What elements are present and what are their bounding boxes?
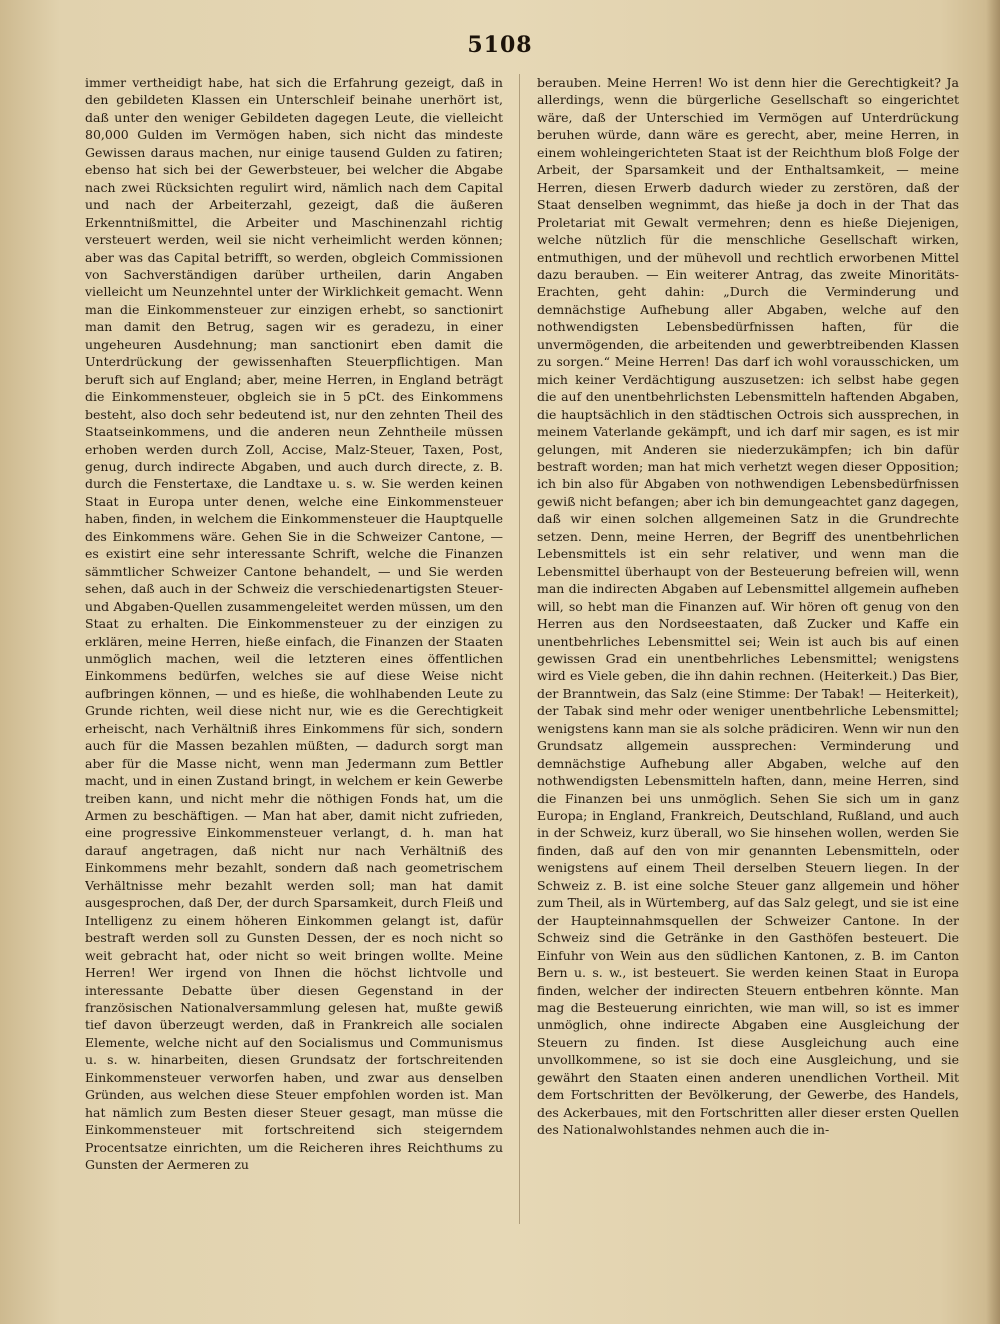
column-text: immer vertheidigt habe, hat sich die Erfahrung gezeigt, daß in den gebildeten Klassen ein Unterschleif beinahe unerhört ist, daß unter den weniger Gebildeten dagegen Leute, die vielleicht 80,000 Gulden im Vermögen haben, sich nicht das mindeste Gewissen daraus machen, nur einige tausend Gulden zu fatiren; ebenso hat sich bei der Gewerbsteuer, bei welcher die Abgabe nach zwei Rücksichten regulirt wird, nämlich nach dem Capital und nach der Arbeiterzahl, gezeigt, daß die äußeren Erkenntnißmittel, die Arbeiter und Maschinenzahl richtig versteuert werden, weil sie nicht verheimlicht werden können; aber was das Capital betrifft, so werden, obgleich Commissionen von Sachverständigen darüber urtheilen, darin Angaben vielleicht um Neunzehntel unter der Wirklichkeit gemacht. Wenn man die Einkommensteuer zur einzigen erhebt, so sanctionirt man damit den Betrug, sagen wir es geradezu, in einer ungeheuren Ausdehnung; man sanctionirt eben damit die Unterdrückung der gewissenhaften Steuerpflichtigen. Man beruft sich auf England; aber, meine Herren, in England beträgt die Einkommensteuer, obgleich sie in 5 pCt. des Einkommens besteht, also doch sehr bedeutend ist, nur den zehnten Theil des Staatseinkommens, und die anderen neun Zehntheile müssen erhoben werden durch Zoll, Accise, Malz-Steuer, Taxen, Post, genug, durch indirecte Abgaben, und auch durch directe, z. B. durch die Fenstertaxe, die Landtaxe u. s. w. Sie werden keinen Staat in Europa unter denen, welche eine Einkommensteuer haben, finden, in welchem die Einkommensteuer die Hauptquelle des Einkommens wäre. Gehen Sie in die Schweizer Cantone, — es existirt eine sehr interessante Schrift, welche die Finanzen sämmtlicher Schweizer Cantone behandelt, — und Sie werden sehen, daß auch in der Schweiz die verschiedenartigsten Steuer- und Abgaben-Quellen zusammengeleitet werden müssen, um den Staat zu erhalten. Die Einkommensteuer zu der einzigen zu erklären, meine Herren, hieße einfach, die Finanzen der Staaten unmöglich machen, weil die letzteren eines öffentlichen Einkommens bedürfen, welches sie auf diese Weise nicht aufbringen können, — und es hieße, die wohlhabenden Leute zu Grunde richten, weil diese nicht nur, wie es die Gerechtigkeit erheischt, nach Verhältniß ihres Einkommens für sich, sondern auch für die Massen bezahlen müßten, — dadurch sorgt man aber für die Masse nicht, wenn man Jedermann zum Bettler macht, und in einen Zustand bringt, in welchem er kein Gewerbe treiben kann, und nicht mehr die nöthigen Fonds hat, um die Armen zu beschäftigen. — Man hat aber, damit nicht zufrieden, eine progressive Einkommensteuer verlangt, d. h. man hat darauf angetragen, daß nicht nur nach Verhältniß des Einkommens mehr bezahlt, sondern daß nach geometrischem Verhältnisse mehr bezahlt werden soll; man hat damit ausgesprochen, daß Der, der durch Sparsamkeit, durch Fleiß und Intelligenz zu einem höheren Einkommen gelangt ist, dafür bestraft werden soll zu Gunsten Dessen, der es noch nicht so weit gebracht hat, oder nicht so weit bringen wollte. Meine Herren! Wer irgend von Ihnen die höchst lichtvolle und interessante Debatte über diesen Gegenstand in der französischen Nationalversammlung gelesen hat, mußte gewiß tief davon überzeugt werden, daß in Frankreich alle socialen Elemente, welche nicht auf den Socialismus und Communismus u. s. w. hinarbeiten, diesen Grundsatz der fortschreitenden Einkommensteuer verworfen haben, und zwar aus denselben Gründen, aus welchen diese Steuer empfohlen worden ist. Man hat nämlich zum Besten dieser Steuer gesagt, man müsse die Einkommensteuer mit fortschreitend sich steigerndem Procentsatze einrichten, um die Reicheren ihres Reichthums zu Gunsten der Aermeren zu bbox=[85, 75, 503, 1173]
text-column-left bbox=[85, 74, 503, 1244]
text-column-right bbox=[537, 74, 959, 1244]
page-edge-shadow bbox=[986, 0, 1000, 1324]
column-divider bbox=[519, 74, 520, 1224]
page-number: 5108 bbox=[467, 32, 533, 58]
column-text: berauben. Meine Herren! Wo ist denn hier die Gerechtigkeit? Ja allerdings, wenn die bürgerliche Gesellschaft so eingerichtet wäre, daß der Unterschied im Vermögen auf Unterdrückung beruhen würde, dann wäre es gerecht, aber, meine Herren, in einem wohleingerichteten Staat ist der Reichthum bloß Folge der Arbeit, der Sparsamkeit und der Enthaltsamkeit, — meine Herren, diesen Erwerb dadurch wieder zu zerstören, daß der Staat denselben wegnimmt, das hieße ja doch in der That das Proletariat mit Gewalt vermehren; denn es hieße Diejenigen, welche nützlich für die menschliche Gesellschaft wirken, entmuthigen, und der mühevoll und rechtlich erworbenen Mittel dazu berauben. — Ein weiterer Antrag, das zweite Minoritäts-Erachten, geht dahin: „Durch die Verminderung und demnächstige Aufhebung aller Abgaben, welche auf den nothwendigsten Lebensbedürfnissen haften, für die unvermögenden, die arbeitenden und gewerbtreibenden Klassen zu sorgen.“ Meine Herren! Das darf ich wohl vorausschicken, um mich keiner Verdächtigung auszusetzen: ich selbst habe gegen die auf den unentbehrlichsten Lebensmitteln haftenden Abgaben, die hauptsächlich in den städtischen Octrois sich aussprechen, in meinem Vaterlande gekämpft, und ich darf mir sagen, es ist mir gelungen, mit Anderen sie niederzukämpfen; ich bin dafür bestraft worden; man hat mich verhetzt wegen dieser Opposition; ich bin also für Abgaben von nothwendigen Lebensbedürfnissen gewiß nicht befangen; aber ich bin demungeachtet ganz dagegen, daß wir einen solchen allgemeinen Satz in die Grundrechte setzen. Denn, meine Herren, der Begriff des unentbehrlichen Lebensmittels ist ein sehr relativer, und wenn man die Lebensmittel überhaupt von der Besteuerung befreien will, wenn man die indirecten Abgaben auf Lebensmittel allgemein aufheben will, so hebt man die Finanzen auf. Wir hören oft genug von den Herren aus den Nordseestaaten, daß Zucker und Kaffe ein unentbehrliches Lebensmittel sei; Wein ist auch bis auf einen gewissen Grad ein unentbehrliches Lebensmittel; wenigstens wird es Viele geben, die ihn dahin rechnen. (Heiterkeit.) Das Bier, der Branntwein, das Salz (eine Stimme: Der Tabak! — Heiterkeit), der Tabak sind mehr oder weniger unentbehrliche Lebensmittel; wenigstens kann man sie als solche prädiciren. Wenn wir nun den Grundsatz allgemein aussprechen: Verminderung und demnächstige Aufhebung aller Abgaben, welche auf den nothwendigsten Lebensmitteln haften, dann, meine Herren, sind die Finanzen bei uns unmöglich. Sehen Sie sich um in ganz Europa; in England, Frankreich, Deutschland, Rußland, und auch in der Schweiz, kurz überall, wo Sie hinsehen wollen, werden Sie finden, daß auf den von mir genannten Lebensmitteln, oder wenigstens auf einem Theil derselben Steuern liegen. In der Schweiz z. B. ist eine solche Steuer ganz allgemein und höher zum Theil, als in Würtemberg, auf das Salz gelegt, und sie ist eine der Haupteinnahmsquellen der Schweizer Cantone. In der Schweiz sind die Getränke in den Gasthöfen besteuert. Die Einfuhr von Wein aus den südlichen Kantonen, z. B. im Canton Bern u. s. w., ist besteuert. Sie werden keinen Staat in Europa finden, welcher der indirecten Steuern entbehren könnte. Man mag die Besteuerung einrichten, wie man will, so ist es immer unmöglich, ohne indirecte Abgaben eine Ausgleichung der Steuern zu finden. Ist diese Ausgleichung auch eine unvollkommene, so ist sie doch eine Ausgleichung, und sie gewährt den Staaten einen anderen unendlichen Vortheil. Mit dem Fortschritten der Bevölkerung, der Gewerbe, des Handels, des Ackerbaues, mit den Fortschritten aller dieser ersten Quellen des Nationalwohlstandes nehmen auch die in- bbox=[537, 75, 959, 1138]
